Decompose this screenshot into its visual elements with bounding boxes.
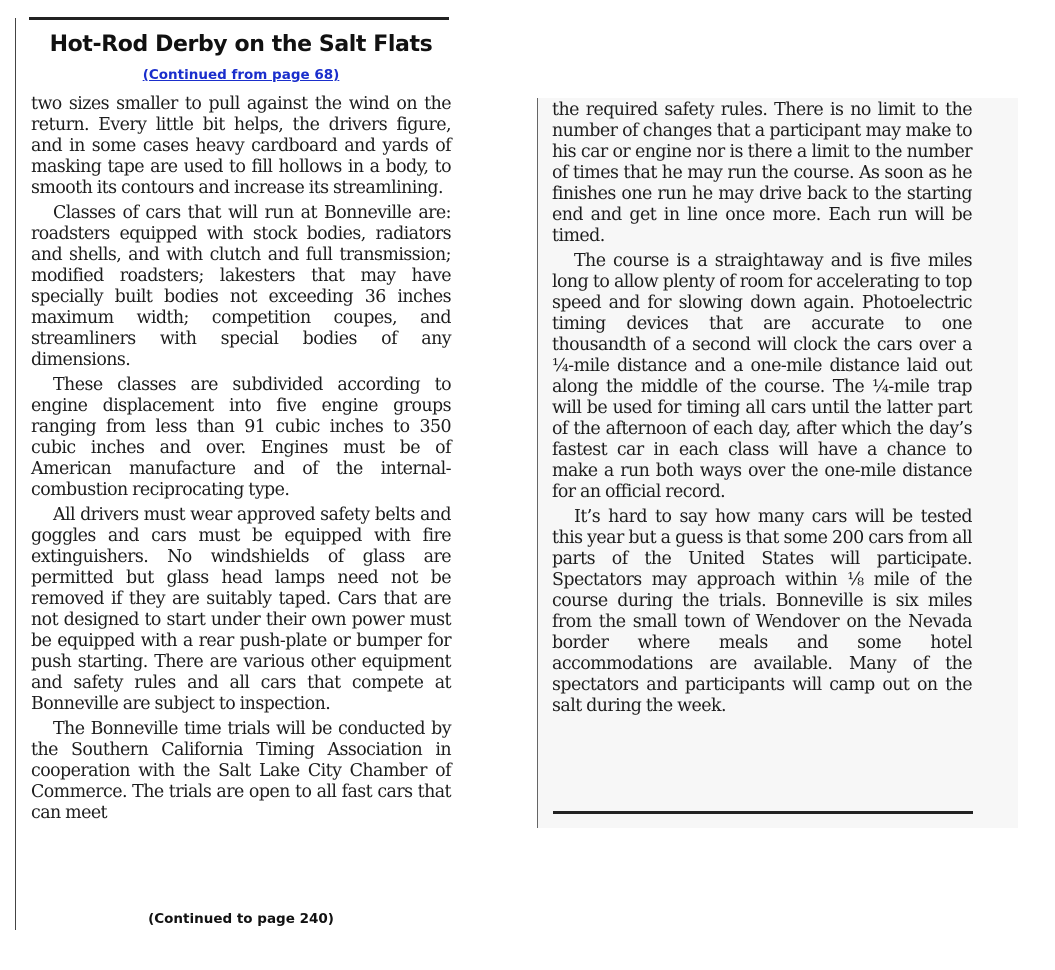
column-divider-rule bbox=[537, 98, 538, 828]
continued-from-link[interactable]: (Continued from page 68) bbox=[142, 67, 340, 83]
article-headline: Hot-Rod Derby on the Salt Flats bbox=[49, 32, 433, 57]
paragraph: These classes are subdivided according to engine displacement into five engine groups ranging from less than 91 cubic inches to 350 cubic inches and over. Engines must be of American manufacture and of the internal-combustion reciprocating type. bbox=[31, 375, 451, 500]
left-margin-rule bbox=[15, 18, 16, 930]
paragraph: two sizes smaller to pull against the wind on the return. Every little bit helps, the drivers figure, and in some cases heavy cardboard and yards of masking tape are used to fill hollows in a body, to smooth its contours and increase its streamlining. bbox=[31, 94, 451, 198]
headline-top-rule bbox=[29, 17, 449, 20]
paragraph: the required safety rules. There is no limit to the number of changes that a participant may make to his car or engine nor is there a limit to the number of times that he may run the course. As soon as he finishes one run he may drive back to the starting end and get in line once more. Each run will be timed. bbox=[552, 100, 972, 246]
paragraph: Classes of cars that will run at Bonneville are: roadsters equipped with stock bodies, radiators and shells, and with clutch and full transmission; modified roadsters; lakesters that may have specially built bodies not exceeding 36 inches maximum width; competition coupes, and streamliners with special bodies of any dimensions. bbox=[31, 203, 451, 370]
paragraph: The course is a straightaway and is five miles long to allow plenty of room for accelerating to top speed and for slowing down again. Photoelectric timing devices that are accurate to one thousandth of a second will clock the cars over a ¼-mile distance and a one-mile distance laid out along the middle of the course. The ¼-mile trap will be used for timing all cars until the latter part of the afternoon of each day, after which the day’s fastest car in each class will have a chance to make a run both ways over the one-mile distance for an official record. bbox=[552, 251, 972, 502]
paragraph: It’s hard to say how many cars will be tested this year but a guess is that some 200 cars from all parts of the United States will participate. Spectators may approach within ⅛ mile of the course during the trials. Bonneville is six miles from the small town of Wendover on the Nevada border where meals and some hotel accommodations are available. Many of the spectators and participants will camp out on the salt during the week. bbox=[552, 507, 972, 716]
right-text-column bbox=[552, 100, 972, 721]
article-end-rule bbox=[553, 811, 973, 814]
paragraph: All drivers must wear approved safety belts and goggles and cars must be equipped with fire extinguishers. No windshields of glass are permitted but glass head lamps need not be removed if they are suitably taped. Cars that are not designed to start under their own power must be equipped with a rear push-plate or bumper for push starting. There are various other equipment and safety rules and all cars that compete at Bonneville are subject to inspection. bbox=[31, 505, 451, 714]
paragraph: The Bonneville time trials will be conducted by the Southern California Timing Association in cooperation with the Salt Lake City Chamber of Commerce. The trials are open to all fast cars that can meet bbox=[31, 719, 451, 823]
left-text-column bbox=[31, 94, 451, 828]
continued-to-note: (Continued to page 240) bbox=[148, 911, 334, 927]
